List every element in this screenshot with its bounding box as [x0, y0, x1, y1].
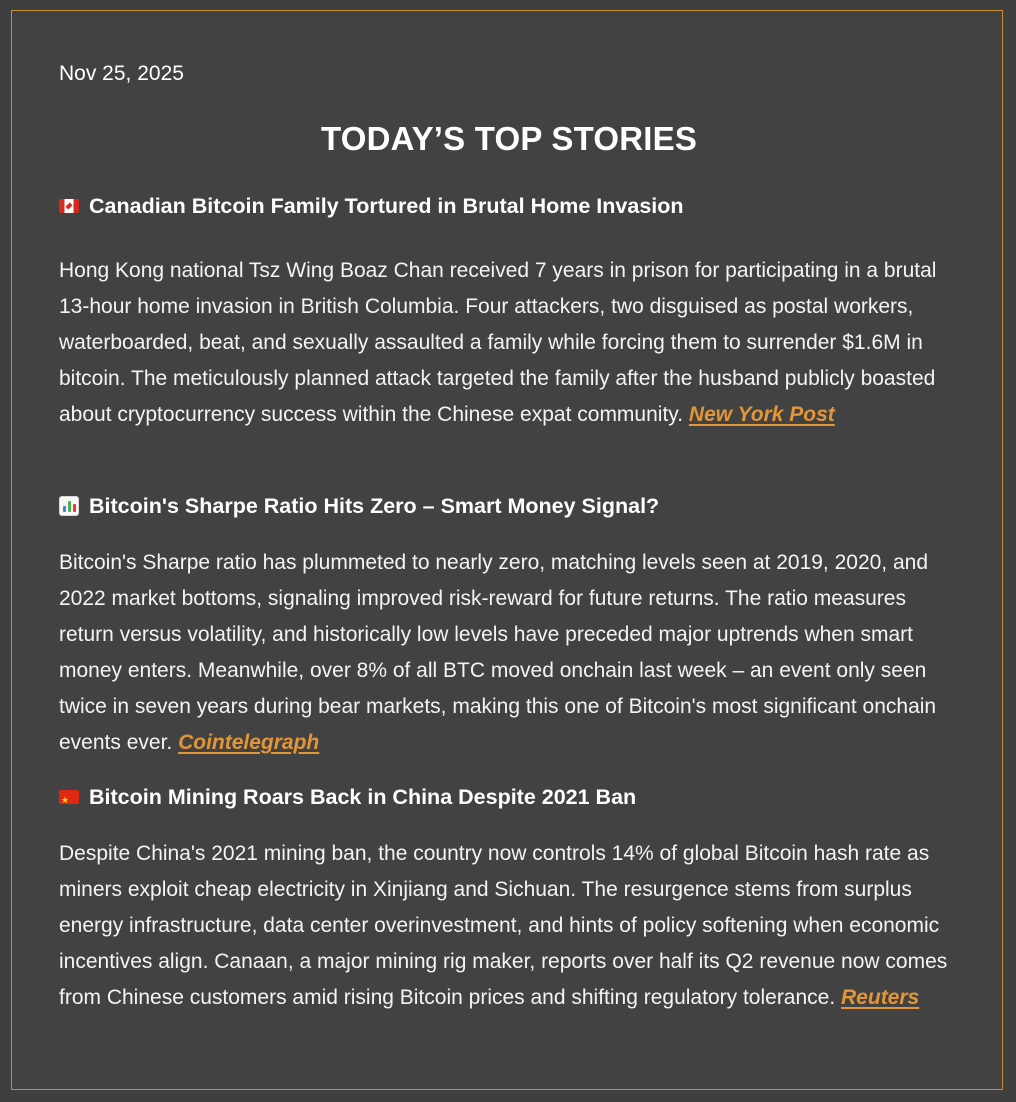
page-title: TODAY’S TOP STORIES	[320, 120, 698, 157]
story-body-3-text: Despite China's 2021 mining ban, the country now controls 14% of global Bitcoin hash rate as miners exploit cheap electricity in Xinjiang and Sichuan. The resurgence stems from surplus energy infrastructure, data center overinvestment, and hints of policy softening when economic incentives align. Canaan, a major mining rig maker, reports over half its Q2 revenue now comes from Chinese customers amid rising Bitcoin prices and shifting regulatory tolerance.	[59, 842, 948, 1009]
story-heading-1	[59, 192, 959, 220]
canada-flag-icon	[59, 199, 79, 213]
source-link-cointelegraph[interactable]: Cointelegraph	[178, 731, 320, 754]
bar-chart-icon	[59, 496, 79, 516]
story-body-3	[59, 836, 959, 1016]
newsletter-frame	[11, 10, 1003, 1090]
source-link-new-york-post[interactable]: New York Post	[688, 403, 835, 426]
story-heading-1-text: Canadian Bitcoin Family Tortured in Brutal Home Invasion	[89, 194, 684, 218]
story-heading-3	[59, 783, 959, 811]
story-body-2-text: Bitcoin's Sharpe ratio has plummeted to nearly zero, matching levels seen at 2019, 2020, and 2022 market bottoms, signaling improved risk-reward for future returns. The ratio measures return versus volatility, and historically low levels have preceded major uptrends when smart money enters. Meanwhile, over 8% of all BTC moved onchain last week – an event only seen twice in seven years during bear markets, making this one of Bitcoin's most significant onchain events ever.	[59, 551, 937, 754]
china-flag-icon	[59, 790, 79, 804]
newsletter-date: Nov 25, 2025	[59, 62, 184, 85]
story-heading-3-text: Bitcoin Mining Roars Back in China Despite 2021 Ban	[89, 785, 637, 809]
story-heading-2	[59, 492, 959, 520]
story-body-1	[59, 253, 959, 433]
story-heading-2-text: Bitcoin's Sharpe Ratio Hits Zero – Smart Money Signal?	[89, 494, 660, 518]
story-body-1-text: Hong Kong national Tsz Wing Boaz Chan received 7 years in prison for participating in a brutal 13-hour home invasion in British Columbia. Four attackers, two disguised as postal workers, waterboarded, beat, and sexually assaulted a family while forcing them to surrender $1.6M in bitcoin. The meticulously planned attack targeted the family after the husband publicly boasted about cryptocurrency success within the Chinese expat community.	[59, 259, 937, 426]
story-body-2	[59, 545, 959, 761]
source-link-reuters[interactable]: Reuters	[841, 986, 920, 1009]
